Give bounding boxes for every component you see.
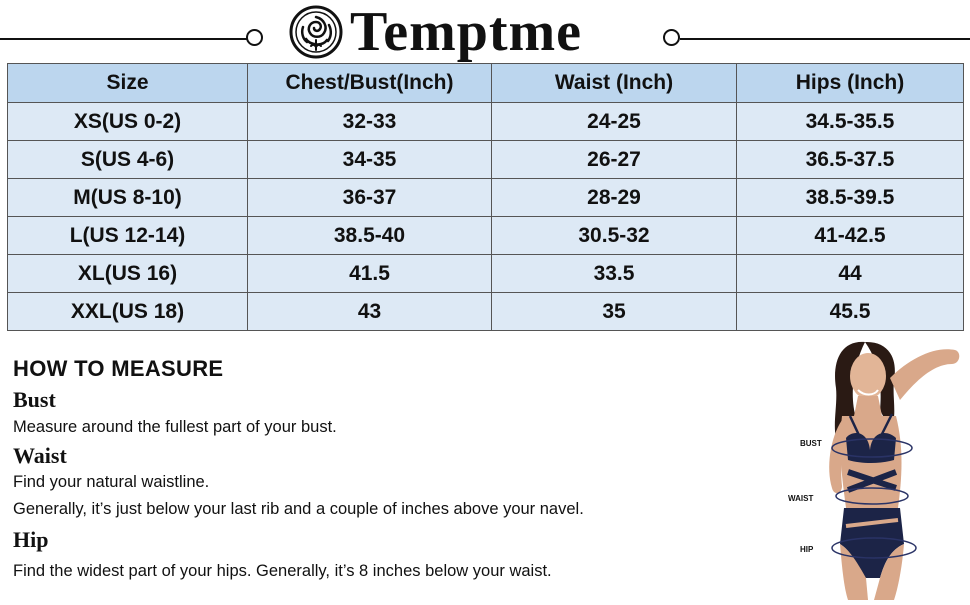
hip-figure-label: HIP <box>800 545 814 554</box>
hips-cell: 36.5-37.5 <box>737 141 964 179</box>
header-line-right <box>680 38 970 40</box>
waist-figure-label: WAIST <box>788 494 814 503</box>
hips-cell: 41-42.5 <box>737 217 964 255</box>
header-hips: Hips (Inch) <box>737 64 964 103</box>
waist-cell: 30.5-32 <box>492 217 737 255</box>
size-cell: M(US 8-10) <box>8 179 248 217</box>
bust-instruction: Measure around the fullest part of your bust. <box>13 418 337 436</box>
waist-cell: 26-27 <box>492 141 737 179</box>
rose-emblem-icon <box>289 5 343 59</box>
brand-name: Temptme <box>350 1 583 63</box>
header-line-left <box>0 38 248 40</box>
header-waist: Waist (Inch) <box>492 64 737 103</box>
header-circle-left <box>246 29 263 46</box>
size-cell: XXL(US 18) <box>8 293 248 331</box>
table-row <box>8 255 964 293</box>
hips-cell: 38.5-39.5 <box>737 179 964 217</box>
hips-cell: 44 <box>737 255 964 293</box>
bust-figure-label: BUST <box>800 439 822 448</box>
waist-cell: 33.5 <box>492 255 737 293</box>
size-cell: S(US 4-6) <box>8 141 248 179</box>
size-cell: XS(US 0-2) <box>8 103 248 141</box>
waist-cell: 24-25 <box>492 103 737 141</box>
table-header-row <box>8 64 964 103</box>
size-cell: L(US 12-14) <box>8 217 248 255</box>
waist-instruction-2: Generally, it’s just below your last rib and a couple of inches above your navel. <box>13 500 584 518</box>
table-row <box>8 179 964 217</box>
hip-instruction: Find the widest part of your hips. Generally, it’s 8 inches below your waist. <box>13 562 552 580</box>
header-chest-bust: Chest/Bust(Inch) <box>248 64 492 103</box>
waist-heading: Waist <box>13 443 67 468</box>
hip-heading: Hip <box>13 527 49 552</box>
waist-instruction-1: Find your natural waistline. <box>13 473 210 491</box>
bust-cell: 43 <box>248 293 492 331</box>
hips-cell: 34.5-35.5 <box>737 103 964 141</box>
header-circle-right <box>663 29 680 46</box>
table-row <box>8 293 964 331</box>
hips-cell: 45.5 <box>737 293 964 331</box>
bust-cell: 34-35 <box>248 141 492 179</box>
bust-cell: 36-37 <box>248 179 492 217</box>
table-row <box>8 217 964 255</box>
header-size: Size <box>8 64 248 103</box>
bust-cell: 38.5-40 <box>248 217 492 255</box>
table-row <box>8 103 964 141</box>
table-row <box>8 141 964 179</box>
bust-cell: 32-33 <box>248 103 492 141</box>
size-chart-table <box>7 63 964 331</box>
measurement-figure <box>770 338 970 600</box>
how-to-measure-title: HOW TO MEASURE <box>13 356 224 381</box>
model-illustration <box>770 338 970 600</box>
size-cell: XL(US 16) <box>8 255 248 293</box>
bust-heading: Bust <box>13 387 56 412</box>
waist-cell: 35 <box>492 293 737 331</box>
bust-cell: 41.5 <box>248 255 492 293</box>
waist-cell: 28-29 <box>492 179 737 217</box>
